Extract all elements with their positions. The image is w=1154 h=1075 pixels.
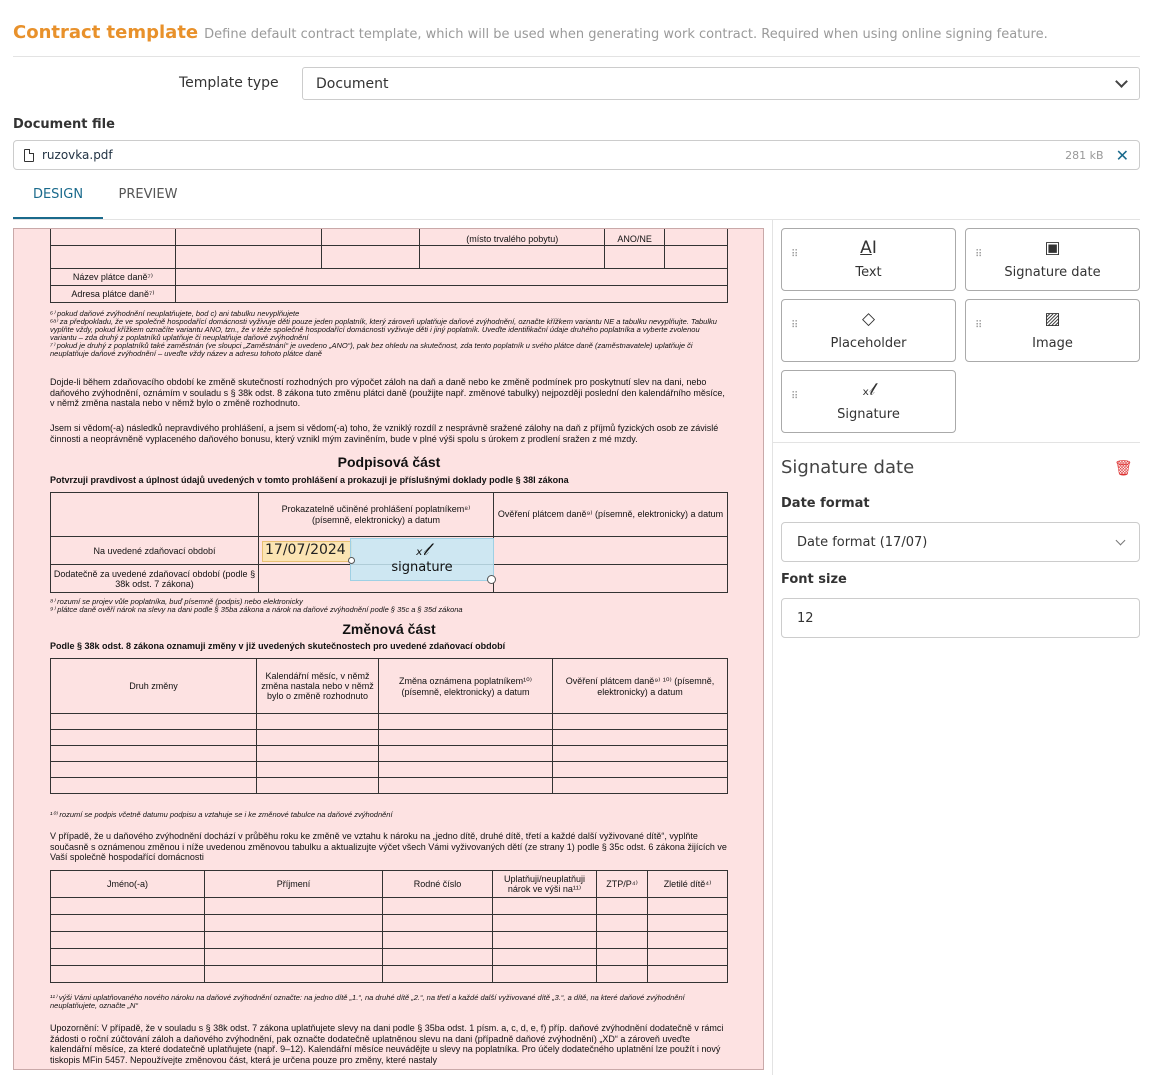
drag-handle-icon[interactable]: ⠿ xyxy=(975,249,984,260)
signing-section-title: Podpisová část xyxy=(337,454,441,470)
template-type-value: Document xyxy=(316,75,389,92)
top-table xyxy=(50,228,728,303)
children-col-ztp: ZTP/P⁴⁾ xyxy=(597,871,648,898)
header-divider xyxy=(13,56,1140,57)
remove-file-icon[interactable]: ✕ xyxy=(1115,145,1129,165)
change-section-title: Změnová část xyxy=(342,621,436,637)
payer-address-label: Adresa plátce daně⁷⁾ xyxy=(51,286,176,303)
signing-col-payer: Ověření plátcem daně⁹⁾ (písemně, elektronicky) a datum xyxy=(494,493,728,537)
tool-label: Placeholder xyxy=(830,336,907,351)
image-icon: ▨ xyxy=(1044,309,1061,329)
tool-signature-date[interactable] xyxy=(965,228,1140,291)
paragraph-children-change: V případě, že u daňového zvýhodnění dochází v průběhu roku ke změně ve vztahu k nároku na „jedno dítě, druhé dítě, třetí a každé další vyživované dítě“, vyplňte současně s oznámenou změnou i níže uvedenou změnovou tabulku a aktualizujte výčet všech Vámi vyživovaných dětí (ze strany 1) podle § 35c odst. 6 zákona žijících ve Vaší společně hospodařící domácnosti xyxy=(50,831,727,862)
font-size-input[interactable] xyxy=(781,598,1140,638)
trash-icon[interactable]: 🗑 xyxy=(1114,459,1134,477)
template-type-label: Template type xyxy=(179,75,279,91)
change-section-subtitle: Podle § 38k odst. 8 zákona oznamuji změny v již uvedených skutečnostech pro uvedené zdaňovací období xyxy=(50,641,506,651)
drag-handle-icon[interactable]: ⠿ xyxy=(791,320,800,331)
change-col-payer: Ověření plátcem daně⁹⁾ ¹⁰⁾ (písemně, elektronicky) a datum xyxy=(553,659,728,714)
date-format-select[interactable] xyxy=(781,522,1140,562)
signing-row-additional: Dodatečně za uvedené zdaňovací období (podle § 38k odst. 7 zákona) xyxy=(51,565,259,593)
properties-title: Signature date xyxy=(781,457,915,478)
font-size-label: Font size xyxy=(781,572,847,587)
signature-field[interactable] xyxy=(350,538,494,581)
tool-signature[interactable] xyxy=(781,370,956,433)
section-title: Contract template xyxy=(13,22,199,43)
change-col-type: Druh změny xyxy=(51,659,257,714)
tool-label: Image xyxy=(1032,336,1073,351)
change-col-taxpayer: Změna oznámena poplatníkem¹⁰⁾ (písemně, elektronicky) a datum xyxy=(379,659,553,714)
tool-label: Signature xyxy=(837,407,900,422)
footnote-6a: ⁶ᵃ⁾ za předpokladu, že ve společně hospodařící domácnosti vyživuje děti pouze jeden poplatník, který zároveň uplatňuje daňové zvýhodnění, označte křížkem variantu NE a tabulku nevyplňujte. Tabulku vyplňte vždy, pokud křížkem označíte variantu ANO, tzn., že v téže společně hospodařící domácnosti vyživuje děti i jiný poplatník. Uveďte identifikační údaje druhého poplatníka a vyberte zvolenou variantu – zda druhý z poplatníků uplatňuje či neuplatňuje daňové zvýhodnění xyxy=(50,317,717,342)
footnote-6: ⁶⁾ pokud daňové zvýhodnění neuplatňujete, bod c) ani tabulku nevyplňujete xyxy=(50,309,300,318)
tool-image[interactable] xyxy=(965,299,1140,362)
resize-handle-left[interactable] xyxy=(348,557,355,564)
drag-handle-icon[interactable]: ⠿ xyxy=(791,249,800,260)
date-format-label: Date format xyxy=(781,496,870,511)
text-icon: AI xyxy=(860,238,877,258)
drag-handle-icon[interactable]: ⠿ xyxy=(975,320,984,331)
footnote-7: ⁷⁾ pokud je druhý z poplatníků také zaměstnán (ve sloupci „Zaměstnání“ je uvedeno „ANO“), pak bez ohledu na skutečnost, zda tento poplatník u svého plátce daně (zaměstnavatele) uplatňuje či neuplatňuje daňové zvýhodnění – uveďte vždy název a adresu tohoto plátce daně xyxy=(50,341,693,358)
children-table xyxy=(50,870,728,983)
children-col-birth: Rodné číslo xyxy=(383,871,493,898)
top-place-header: (místo trvalého pobytu) xyxy=(420,228,605,246)
children-col-surname: Příjmení xyxy=(205,871,383,898)
paragraph-awareness: Jsem si vědom(-a) následků nepravdivého prohlášení, a jsem si vědom(-a) toho, že vzniklý rozdíl z nesprávně sražené zálohy na daň z příjmů fyzických osob ze závislé činnosti a neoprávněně vyplaceného daňového bonusu, který vznikl mým zaviněním, bude v plné výši spolu s úrokem z prodlení sražen z mé mzdy. xyxy=(50,423,719,444)
resize-handle[interactable] xyxy=(487,575,496,584)
file-icon xyxy=(24,149,34,162)
signature-date-field[interactable]: 17/07/2024 xyxy=(262,541,352,562)
tag-icon: ◇ xyxy=(861,309,876,329)
section-header xyxy=(13,22,1143,43)
calendar-icon: ▣ xyxy=(1044,238,1061,258)
footnote-9: ⁹⁾ plátce daně ověří nárok na slevy na dani podle § 35ba zákona a nárok na daňové zvýhodnění podle § 35c a § 35d zákona xyxy=(50,605,463,614)
panel-separator xyxy=(772,220,773,1075)
section-description: Define default contract template, which will be used when generating work contract. Required when using online signing feature. xyxy=(204,27,1048,42)
file-name[interactable]: ruzovka.pdf xyxy=(42,148,113,162)
tool-placeholder[interactable] xyxy=(781,299,956,362)
payer-name-label: Název plátce daně⁷⁾ xyxy=(51,269,176,286)
signature-field-label: signature xyxy=(391,560,453,575)
tool-text[interactable] xyxy=(781,228,956,291)
footnote-10: ¹⁰⁾ rozumí se podpis včetně datumu podpisu a vztahuje se i ke změnové tabulce na daňové zvýhodnění xyxy=(50,810,393,819)
signature-icon: ₓ𝓁 xyxy=(415,540,429,560)
children-col-name: Jméno(-a) xyxy=(51,871,205,898)
template-type-select[interactable] xyxy=(302,67,1140,100)
signing-section-subtitle: Potvrzuji pravdivost a úplnost údajů uvedených v tomto prohlášení a prokazuji je příslušnými doklady podle § 38l zákona xyxy=(50,475,569,485)
editor-tabs xyxy=(13,180,1140,220)
tool-label: Signature date xyxy=(1004,265,1101,280)
date-format-value: Date format (17/07) xyxy=(797,534,928,550)
tab-design[interactable]: DESIGN xyxy=(13,180,103,219)
tool-label: Text xyxy=(855,265,882,280)
file-size: 281 kB xyxy=(1065,148,1104,162)
tab-preview[interactable]: PREVIEW xyxy=(118,187,178,202)
chevron-down-icon xyxy=(1115,75,1128,88)
chevron-down-icon xyxy=(1116,536,1126,546)
panel-divider xyxy=(773,442,1140,443)
children-col-adult: Zletilé dítě⁴⁾ xyxy=(648,871,728,898)
paragraph-warning: Upozornění: V případě, že v souladu s § 38k odst. 7 zákona uplatňujete slevy na dani podle § 35ba odst. 1 písm. a, c, d, e, f) příp. daňové zvýhodnění dodatečně v rámci žádosti o roční zúčtování záloh a daňového zvýhodnění, pak označte dodatečně uplatněnou slevu na dani (případně daňové zvýhodnění) „XD“ a zároveň uveďte kalendářní měsíce, za které dodatečně uplatňujete (např. 9–12). Kalendářní měsíce neuvádějte u slevy na poplatníka. Pro účely dodatečného uplatnění lze použít i nový tiskopis MFin 5457. Nepoužívejte změnovou část, která je určena pouze pro změny, které nastaly xyxy=(50,1023,724,1065)
signature-icon: ₓ𝓁 xyxy=(861,380,876,400)
document-canvas[interactable] xyxy=(13,228,764,1070)
change-col-month: Kalendářní měsíc, v němž změna nastala nebo v němž bylo o změně rozhodnuto xyxy=(257,659,379,714)
footnote-11: ¹¹⁾ výši Vámi uplatňovaného nového nároku na daňové zvýhodnění označte: na jedno dítě „1.“, na druhé dítě „2.“, na třetí a každé další vyživované dítě „3.“, a dítě, na které daňové zvýhodnění neuplatňujete, označte „N“ xyxy=(50,993,685,1010)
document-file-field[interactable] xyxy=(13,140,1140,170)
signing-col-taxpayer: Prokazatelně učiněné prohlášení poplatníkem⁸⁾ (písemně, elektronicky) a datum xyxy=(259,493,494,537)
signing-row-period: Na uvedené zdaňovací období xyxy=(51,537,259,565)
top-yesno-header: ANO/NE xyxy=(605,228,665,246)
document-file-label: Document file xyxy=(13,117,115,132)
change-table xyxy=(50,658,728,794)
footnote-8: ⁸⁾ rozumí se projev vůle poplatníka, buď písemně (podpis) nebo elektronicky xyxy=(50,597,303,606)
font-size-value: 12 xyxy=(797,610,814,626)
drag-handle-icon[interactable]: ⠿ xyxy=(791,391,800,402)
children-col-claim: Uplatňuji/neuplatňuji nárok ve výši na¹¹⁾ xyxy=(493,871,597,898)
paragraph-change-notice: Dojde-li během zdaňovacího období ke změně skutečností rozhodných pro výpočet záloh na daň a daně nebo ke změně podmínek pro poskytnutí slev na dani, nebo daňového zvýhodnění, oznámím v souladu s § 38k odst. 8 zákona tuto změnu plátci daně (použijte např. změnové tabulky) nejpozději poslední den kalendářního měsíce, v němž změna nastala nebo v němž bylo o změně rozhodnuto. xyxy=(50,377,725,408)
